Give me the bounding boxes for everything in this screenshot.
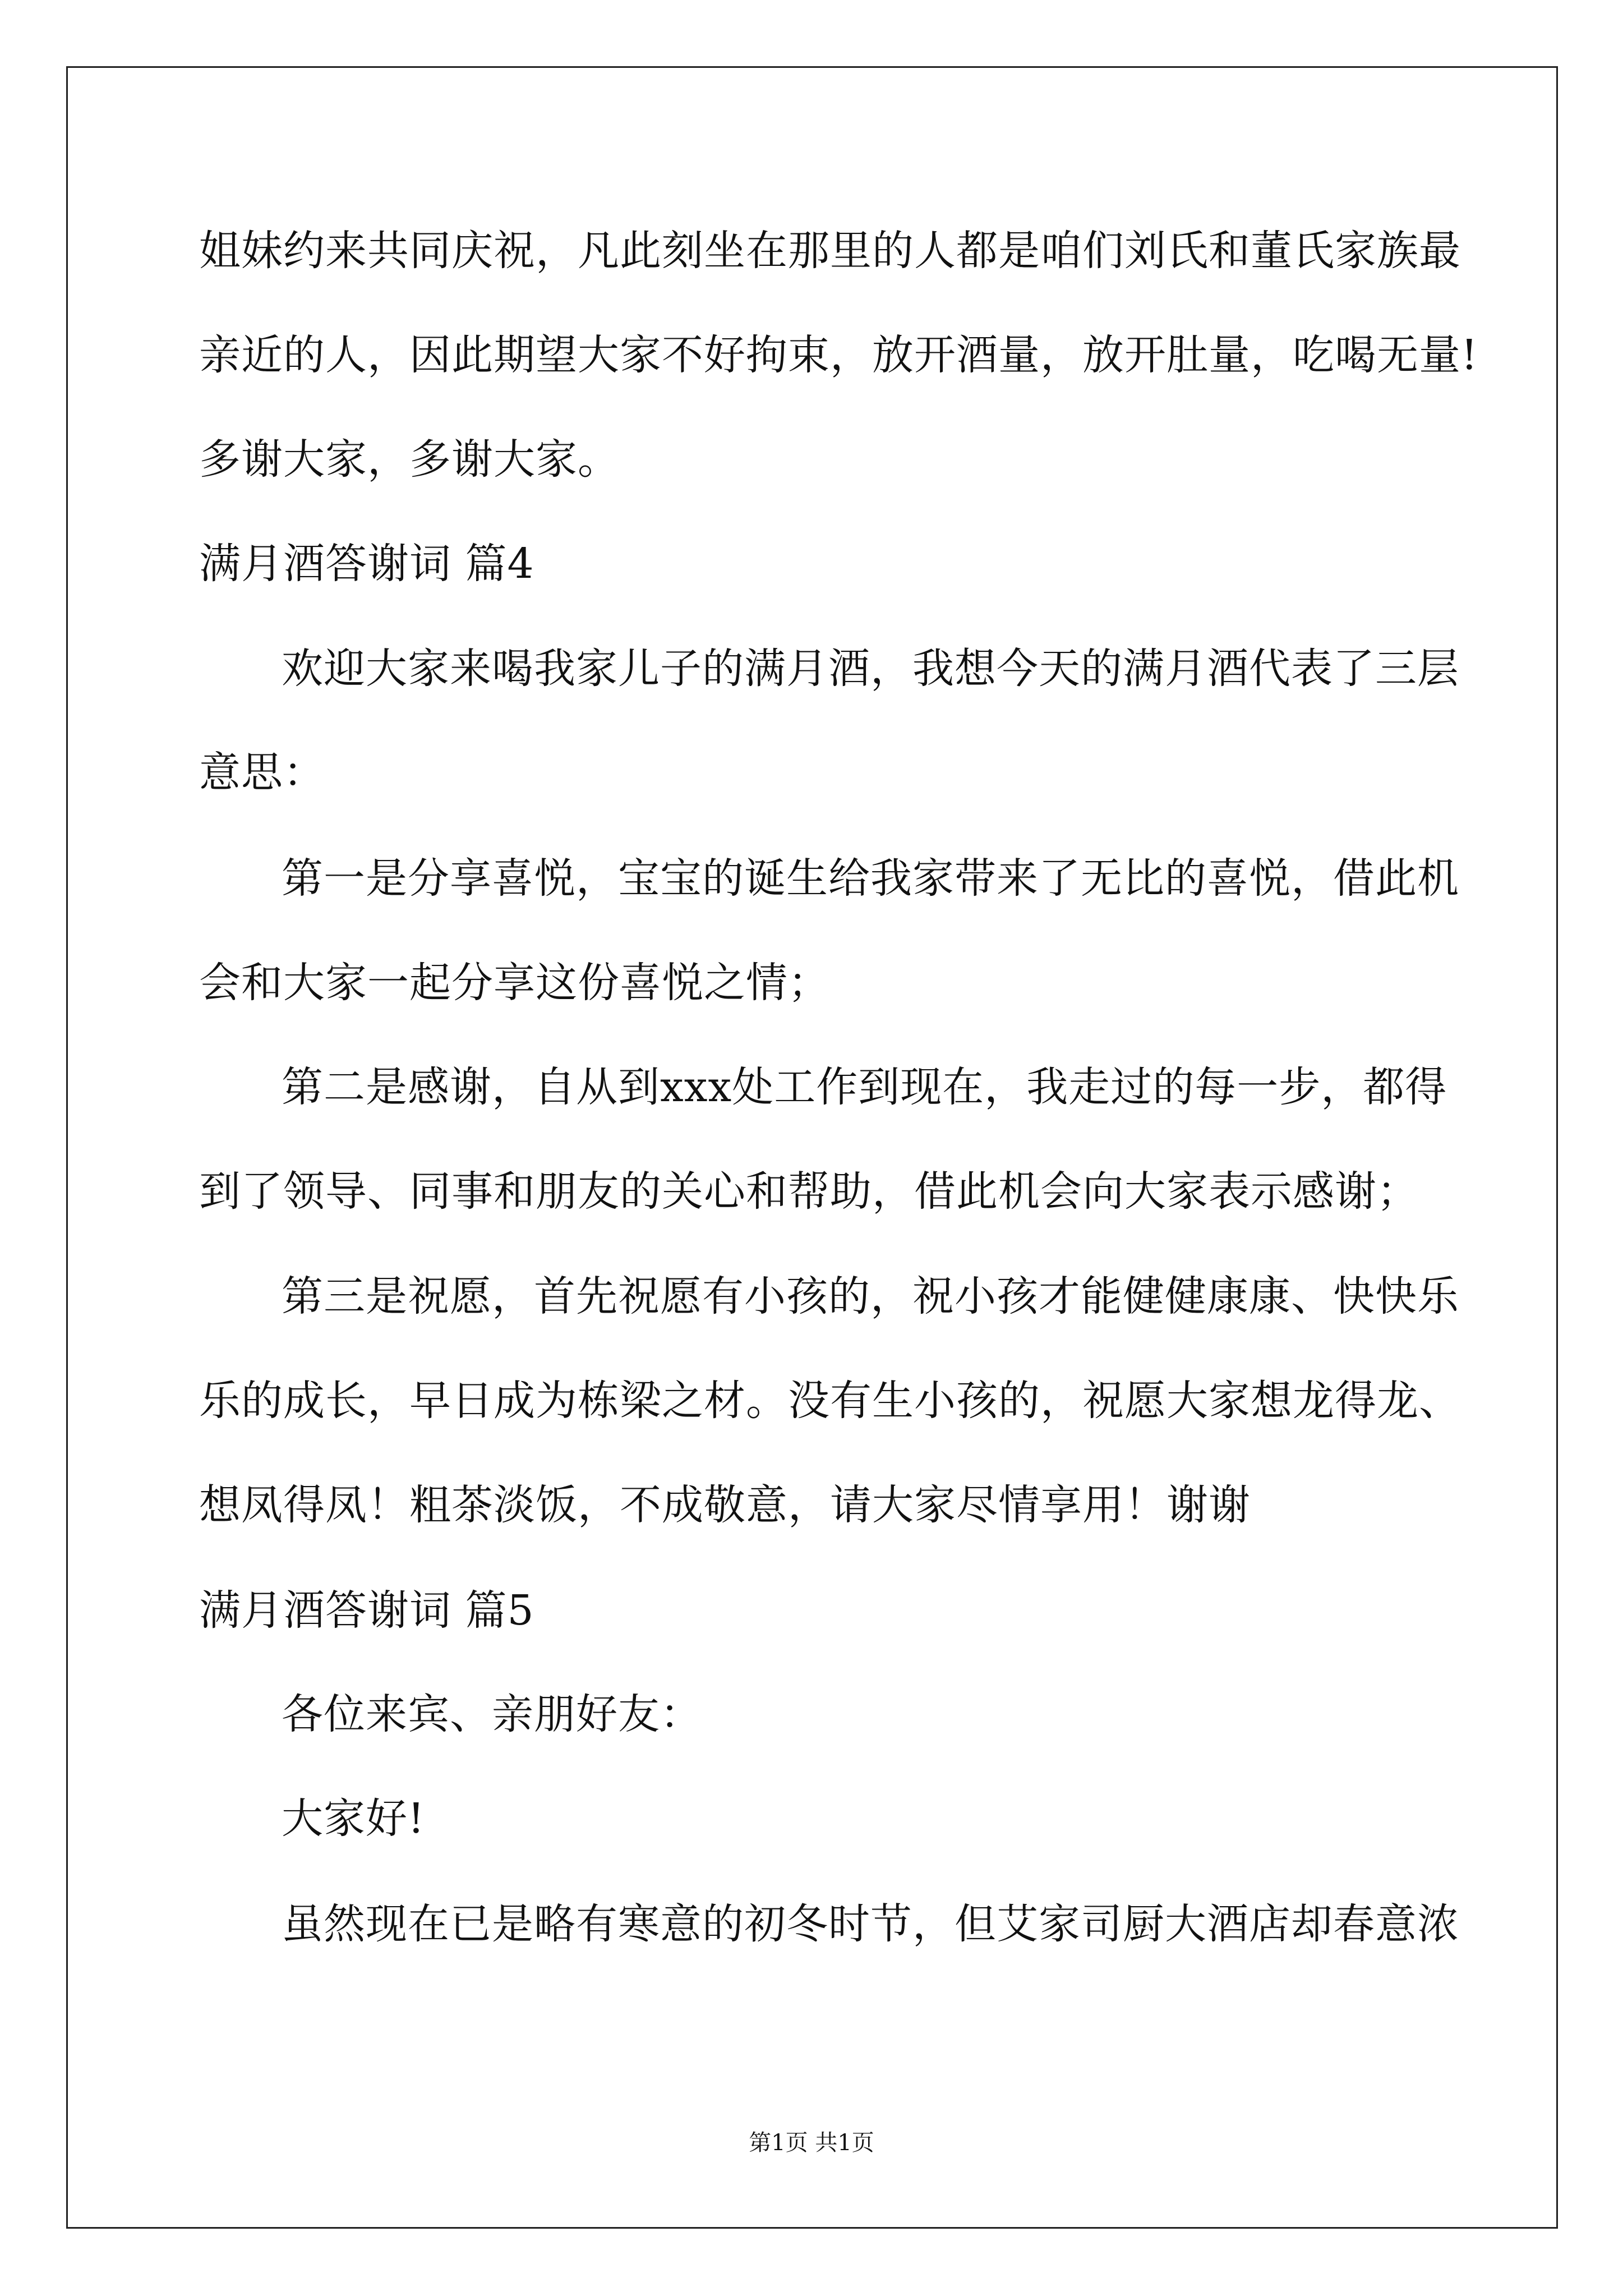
paragraph-line: 会和大家一起分享这份喜悦之情； bbox=[199, 959, 830, 1007]
paragraph-line: 第三是祝愿，首先祝愿有小孩的，祝小孩才能健健康康、快快乐 bbox=[282, 1272, 1459, 1320]
paragraph-line: 大家好! bbox=[282, 1795, 425, 1843]
paragraph-line: 乐的成长，早日成为栋梁之材。没有生小孩的，祝愿大家想龙得龙、 bbox=[199, 1377, 1461, 1425]
paragraph-line: 虽然现在已是略有寒意的初冬时节，但艾家司厨大酒店却春意浓 bbox=[282, 1900, 1459, 1948]
paragraph-line: 各位来宾、亲朋好友： bbox=[282, 1690, 702, 1738]
paragraph-line: 到了领导、同事和朋友的关心和帮助，借此机会向大家表示感谢； bbox=[199, 1167, 1419, 1216]
paragraph-line: 多谢大家，多谢大家。 bbox=[199, 435, 620, 484]
section-heading: 满月酒答谢词 篇5 bbox=[199, 1586, 534, 1635]
paragraph-line: 意思： bbox=[199, 748, 325, 797]
paragraph-line: 第一是分享喜悦，宝宝的诞生给我家带来了无比的喜悦，借此机 bbox=[282, 854, 1459, 903]
paragraph-line: 第二是感谢，自从到xxx处工作到现在，我走过的每一步，都得 bbox=[282, 1063, 1447, 1111]
page-footer: 第1页 共1页 bbox=[749, 2130, 874, 2156]
paragraph-line: 想凤得凤！粗茶淡饭，不成敬意，请大家尽情享用！谢谢 bbox=[199, 1481, 1251, 1529]
section-heading: 满月酒答谢词 篇4 bbox=[199, 540, 534, 588]
paragraph-line: 亲近的人，因此期望大家不好拘束，放开酒量，放开肚量，吃喝无量! bbox=[199, 331, 1478, 379]
paragraph-line: 欢迎大家来喝我家儿子的满月酒，我想今天的满月酒代表了三层 bbox=[282, 645, 1459, 693]
paragraph-line: 姐妹约来共同庆祝，凡此刻坐在那里的人都是咱们刘氏和董氏家族最 bbox=[199, 227, 1461, 275]
